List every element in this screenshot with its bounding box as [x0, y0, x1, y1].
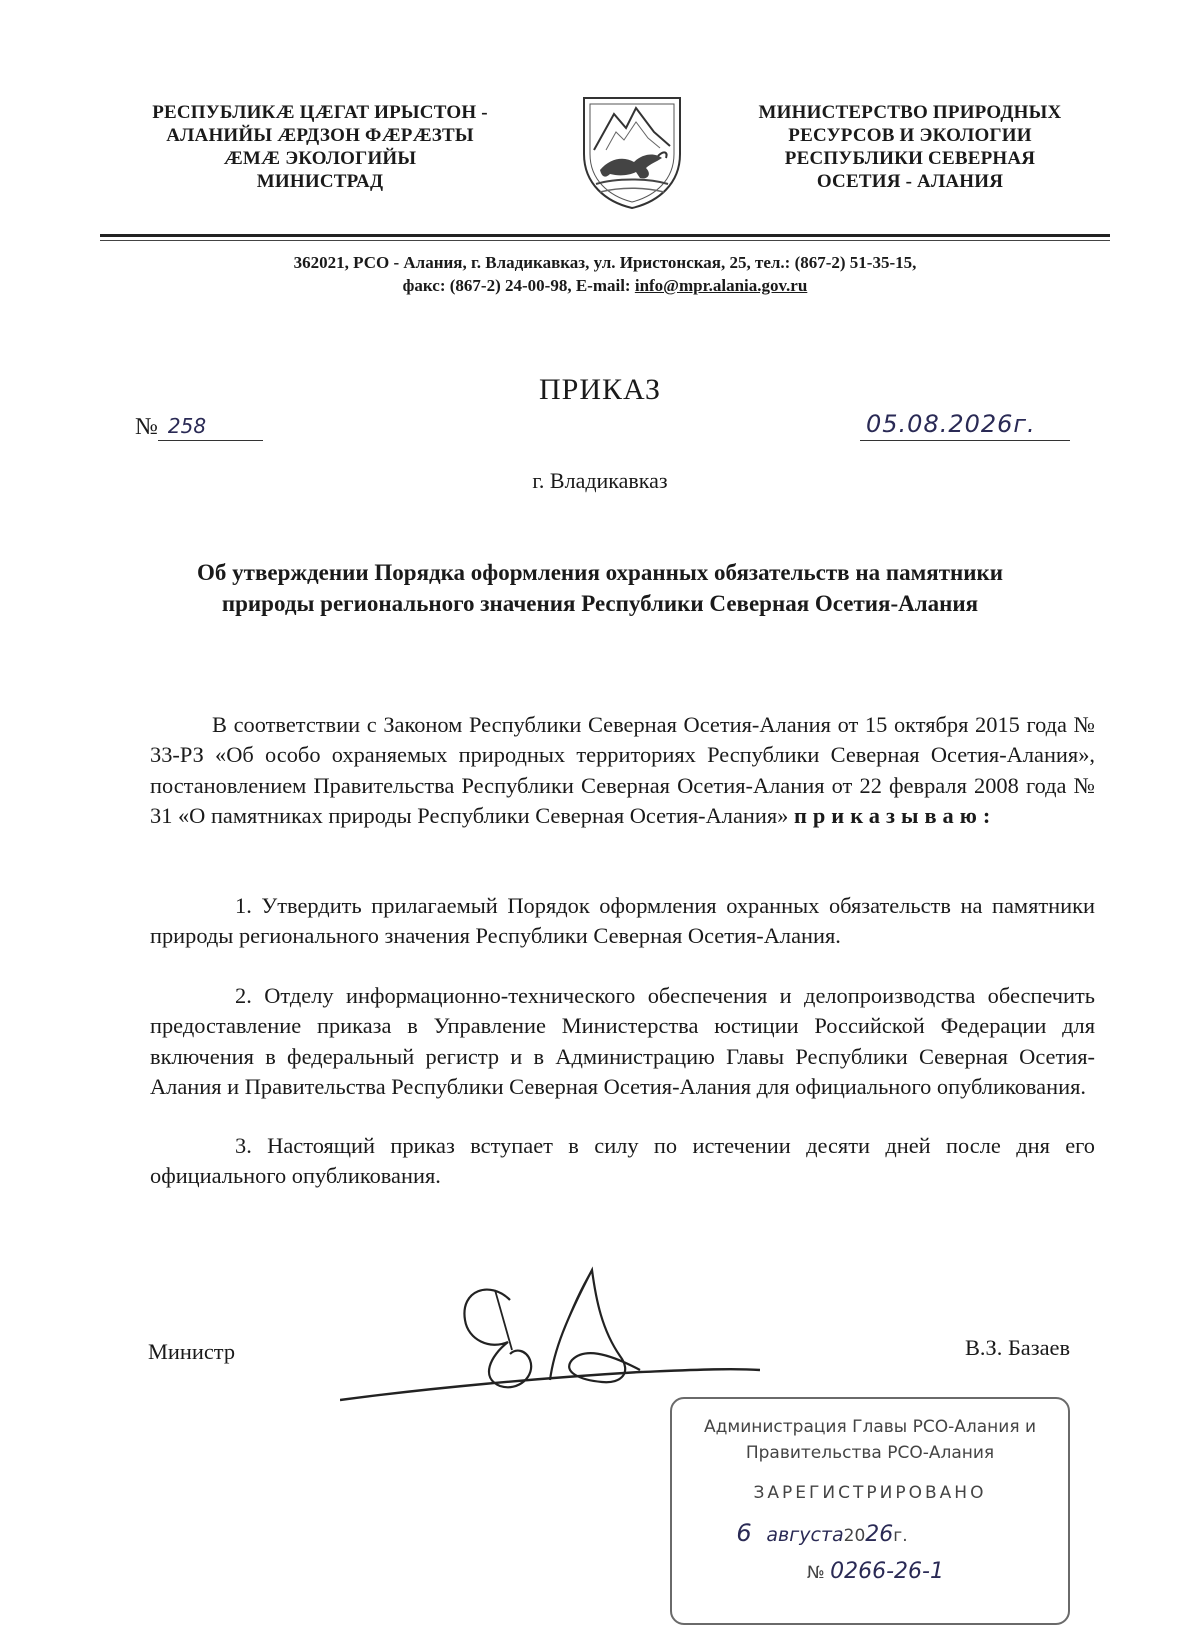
- date-handwritten: 05.08.2026г.: [866, 410, 1036, 438]
- header-right-line: РЕСПУБЛИКИ СЕВЕРНАЯ: [784, 148, 1036, 169]
- stamp-year-printed: 20: [843, 1526, 866, 1546]
- body-item-1: 1. Утвердить прилагаемый Порядок оформления охранных обязательств на памятники природы регионального значения Республики Северная Осетия-Алания.: [150, 893, 1095, 949]
- header-divider: [100, 234, 1110, 237]
- document-city: г. Владикавказ: [532, 468, 668, 493]
- header-left-line: РЕСПУБЛИКÆ ЦÆГАТ ИРЫСТОН -: [152, 102, 488, 123]
- stamp-year-suffix: г.: [893, 1526, 908, 1546]
- stamp-registered-label: ЗАРЕГИСТРИРОВАНО: [753, 1483, 987, 1503]
- header-left-line: МИНИСТРАД: [256, 171, 384, 192]
- stamp-number-label: №: [807, 1563, 825, 1583]
- number-handwritten: 258: [167, 414, 207, 438]
- handwritten-signature: [340, 1260, 760, 1420]
- document-title: ПРИКАЗ: [539, 373, 661, 406]
- contact-fax: факс: (867-2) 24-00-98, E-mail:: [402, 276, 635, 295]
- coat-of-arms-icon: [576, 92, 688, 210]
- registration-stamp: [670, 1397, 1070, 1625]
- header-left-org: [120, 101, 520, 193]
- header-right-org: [720, 101, 1100, 193]
- header-right-line: РЕСУРСОВ И ЭКОЛОГИИ: [788, 125, 1032, 146]
- contact-address: 362021, РСО - Алания, г. Владикавказ, ул. Иристонская, 25, тел.: (867-2) 51-35-15,: [293, 253, 917, 272]
- number-label: №: [135, 414, 158, 440]
- header-left-line: ÆМÆ ЭКОЛОГИЙЫ: [223, 148, 417, 169]
- header-right-line: МИНИСТЕРСТВО ПРИРОДНЫХ: [758, 102, 1062, 123]
- stamp-year-handwritten: 26: [865, 1522, 894, 1547]
- document-date: [860, 412, 1070, 441]
- body-item-3: 3. Настоящий приказ вступает в силу по истечении десяти дней после дня его официального опубликования.: [150, 1133, 1095, 1189]
- body-item-2: 2. Отделу информационно-технического обеспечения и делопроизводства обеспечить предоставление приказа в Управление Министерства юстиции Российской Федерации для включения в федеральный регистр и в Администрацию Главы Республики Северная Осетия-Алания и Правительства Республики Северная Осетия-Алания для официального опубликования.: [150, 983, 1095, 1099]
- intro-text: В соответствии с Законом Республики Северная Осетия-Алания от 15 октября 2015 года № 33-РЗ «Об особо охраняемых природных территориях Республики Северная Осетия-Алания», постановлением Правительства Республики Северная Осетия-Алания от 22 февраля 2008 года № 31 «О памятниках природы Республики Северная Осетия-Алания»: [150, 712, 1095, 828]
- stamp-month: августа: [766, 1524, 844, 1546]
- stamp-number-value: 0266-26-1: [830, 1559, 944, 1584]
- stamp-day: 6: [736, 1519, 752, 1547]
- signatory-name: В.З. Базаев: [965, 1335, 1071, 1360]
- stamp-date: [727, 1519, 1027, 1547]
- stamp-number: [807, 1559, 1047, 1584]
- header-divider-thin: [100, 240, 1110, 241]
- contact-email-link[interactable]: info@mpr.alania.gov.ru: [634, 276, 808, 295]
- signatory-title: Министр: [148, 1339, 236, 1364]
- document-number: [135, 414, 263, 441]
- contact-fax-email: [100, 274, 1110, 297]
- decree-word: приказываю:: [793, 802, 997, 828]
- stamp-org-line-1: Администрация Главы РСО-Алания и: [703, 1417, 1036, 1437]
- header-right-line: ОСЕТИЯ - АЛАНИЯ: [816, 171, 1004, 192]
- document-subject: Об утверждении Порядка оформления охранных обязательств на памятники природы регионального значения Республики Северная Осетия-Алания: [197, 560, 1003, 616]
- stamp-org-line-2: Правительства РСО-Алания: [745, 1443, 995, 1463]
- header-left-line: АЛАНИЙЫ ÆРДЗОН ФÆРÆЗТЫ: [166, 125, 474, 146]
- body-intro-paragraph: [150, 710, 1095, 831]
